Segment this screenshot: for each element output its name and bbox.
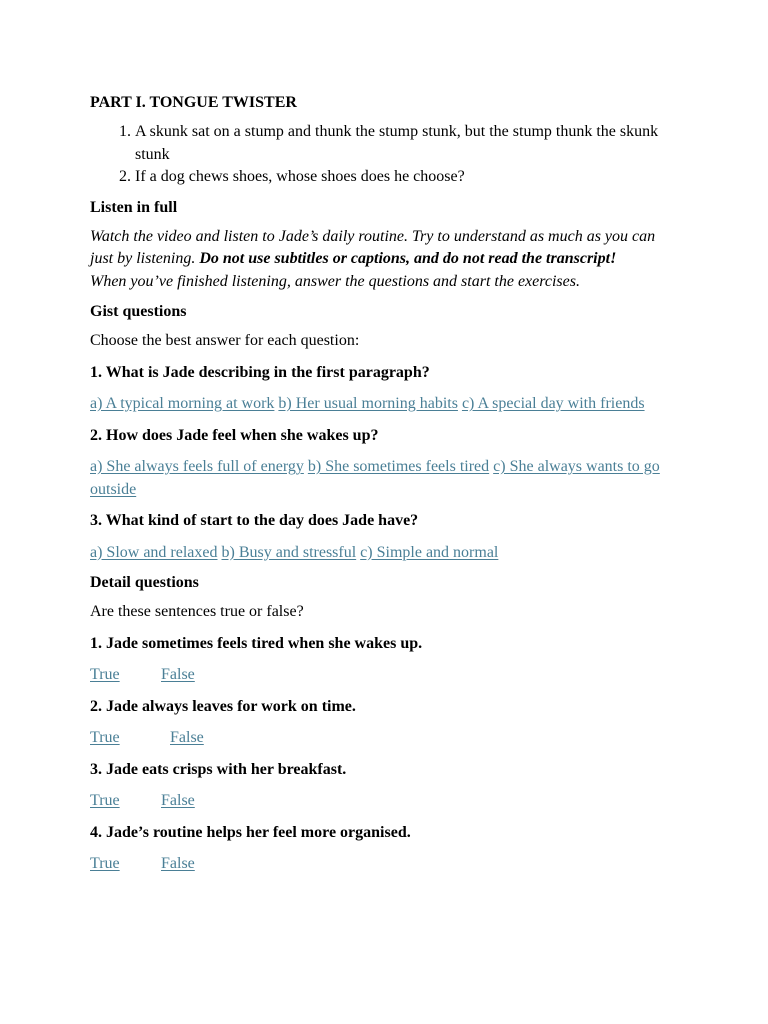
- gist-question-1: 1. What is Jade describing in the first paragraph?: [90, 363, 430, 381]
- part-title: PART I. TONGUE TWISTER: [90, 94, 297, 111]
- gist-heading: Gist questions: [90, 303, 187, 320]
- false-option[interactable]: False: [161, 855, 195, 872]
- detail-instruction: Are these sentences true or false?: [90, 603, 304, 620]
- false-option[interactable]: False: [161, 666, 195, 683]
- listen-outro: When you’ve finished listening, answer the questions and start the exercises.: [90, 272, 580, 290]
- false-option[interactable]: False: [170, 729, 204, 746]
- answer-option-b[interactable]: b) She sometimes feels tired: [307, 458, 490, 475]
- listen-warning: Do not use subtitles or captions, and do not read the transcript!: [199, 250, 617, 267]
- gist-answers-2: [90, 456, 680, 501]
- true-false-row-3: [90, 790, 680, 813]
- gist-answers-3: [90, 542, 680, 565]
- gist-instruction: Choose the best answer for each question:: [90, 332, 360, 349]
- detail-statement-4: 4. Jade’s routine helps her feel more organised.: [90, 823, 411, 841]
- answer-option-c[interactable]: c) Simple and normal: [360, 543, 499, 561]
- answer-option-b[interactable]: b) Busy and stressful: [221, 543, 357, 561]
- list-item: 1. A skunk sat on a stump and thunk the stump stunk, but the stump thunk the skunk stunk: [135, 121, 680, 166]
- document-page: [90, 93, 680, 885]
- listen-intro: Watch the video and listen to Jade’s daily routine. Try to understand as much as you can just by listening.: [90, 227, 656, 267]
- true-false-row-4: [90, 853, 680, 876]
- gist-question-2: 2. How does Jade feel when she wakes up?: [90, 426, 379, 444]
- listen-heading: Listen in full: [90, 198, 178, 216]
- tongue-twister-list: [90, 121, 680, 189]
- gist-question-3: 3. What kind of start to the day does Jade have?: [90, 512, 419, 529]
- detail-heading: Detail questions: [90, 574, 199, 591]
- gist-answers-1: [90, 393, 680, 416]
- answer-option-c[interactable]: c) A special day with friends: [461, 395, 645, 412]
- list-item: 2. If a dog chews shoes, whose shoes does he choose?: [135, 166, 680, 189]
- true-option[interactable]: True: [90, 855, 120, 872]
- detail-statement-2: 2. Jade always leaves for work on time.: [90, 697, 356, 715]
- true-false-row-1: [90, 664, 680, 687]
- answer-option-c[interactable]: c) She always wants to go outside: [90, 458, 660, 498]
- detail-statement-1: 1. Jade sometimes feels tired when she wakes up.: [90, 634, 423, 652]
- true-option[interactable]: True: [90, 792, 120, 809]
- answer-option-a[interactable]: a) A typical morning at work: [90, 395, 275, 412]
- true-false-row-2: [90, 727, 680, 750]
- answer-option-a[interactable]: a) She always feels full of energy: [90, 458, 304, 475]
- detail-statement-3: 3. Jade eats crisps with her breakfast.: [90, 760, 347, 778]
- true-option[interactable]: True: [90, 729, 120, 746]
- listen-instructions: [90, 226, 680, 294]
- false-option[interactable]: False: [161, 792, 195, 809]
- answer-option-b[interactable]: b) Her usual morning habits: [278, 395, 458, 412]
- answer-option-a[interactable]: a) Slow and relaxed: [90, 543, 218, 561]
- true-option[interactable]: True: [90, 666, 120, 683]
